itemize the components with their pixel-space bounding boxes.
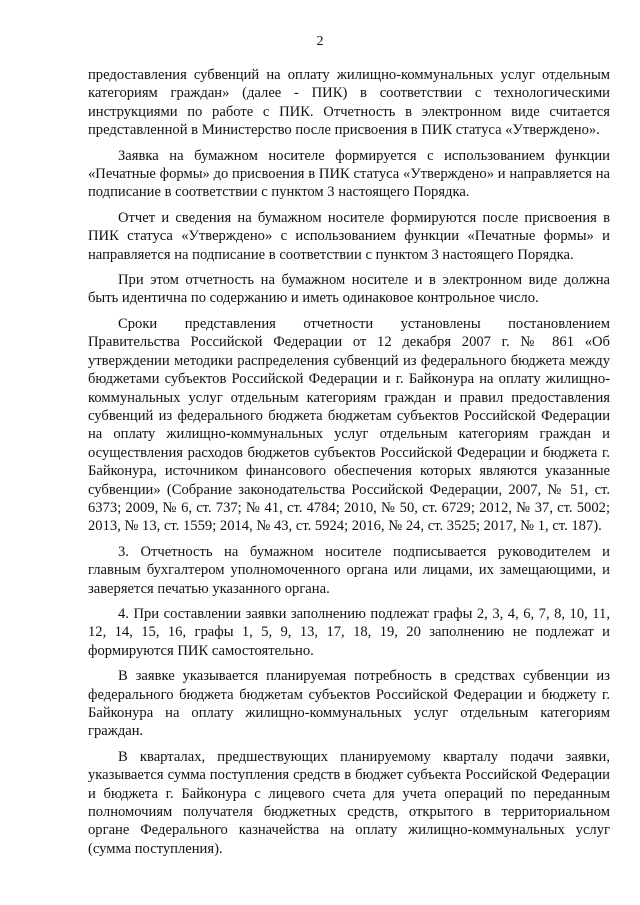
- paragraph: В кварталах, предшествующих планируемому кварталу подачи заявки, указывается сумма поступления средств в бюджет субъекта Российской Федерации и бюджета г. Байконура с лицевого счета для учета операций по переданным полномочиям получателя бюджетных средств, открытого в территориальном органе Федерального казначейства на оплату жилищно-коммунальных услуг (сумма поступления).: [88, 748, 610, 857]
- paragraph: предоставления субвенций на оплату жилищно-коммунальных услуг отдельным категориям граждан» (далее - ПИК) в соответствии с технологическими инструкциями по работе с ПИК. Отчетность в электронном виде считается представленной в Министерство после присвоения в ПИК статуса «Утверждено».: [88, 67, 610, 139]
- paragraph: Сроки представления отчетности установлены постановлением Правительства Российской Федерации от 12 декабря 2007 г. № 861 «Об утверждении методики распределения субвенций из федерального бюджета между бюджетами субъектов Российской Федерации и г. Байконура на оплату жилищно-коммунальных услуг отдельным категориям граждан и правил предоставления субвенций из федерального бюджета бюджетам субъектов Российской Федерации на оплату жилищно-коммунальных услуг отдельным категориям граждан и осуществления расходов бюджетов субъектов Российской Федерации и бюджета г. Байконура, источником финансового обеспечения которых являются указанные субвенции» (Собрание законодательства Российской Федерации, 2007, № 51, ст. 6373; 2009, № 6, ст. 737; № 41, ст. 4784; 2010, № 50, ст. 6729; 2012, № 37, ст. 5002; 2013, № 13, ст. 1559; 2014, № 43, ст. 5924; 2016, № 24, ст. 3525; 2017, № 1, ст. 187).: [88, 315, 610, 535]
- page-number: 2: [316, 34, 324, 49]
- paragraph: Отчет и сведения на бумажном носителе формируются после присвоения в ПИК статуса «Утверждено» с использованием функции «Печатные формы» и направляется на подписание в соответствии с пунктом 3 настоящего Порядка.: [88, 209, 610, 263]
- paragraph: 4. При составлении заявки заполнению подлежат графы 2, 3, 4, 6, 7, 8, 10, 11, 12, 14, 15, 16, графы 1, 5, 9, 13, 17, 18, 19, 20 заполнению не подлежат и формируются ПИК самостоятельно.: [88, 605, 610, 659]
- document-body: [88, 66, 610, 865]
- paragraph: 3. Отчетность на бумажном носителе подписывается руководителем и главным бухгалтером уполномоченного органа или лицами, их замещающими, и заверяется печатью указанного органа.: [88, 543, 610, 597]
- paragraph: В заявке указывается планируемая потребность в средствах субвенции из федерального бюджета бюджетам субъектов Российской Федерации и бюджету г. Байконура на оплату жилищно-коммунальных услуг отдельным категориям граждан.: [88, 668, 610, 740]
- paragraph: Заявка на бумажном носителе формируется с использованием функции «Печатные формы» до присвоения в ПИК статуса «Утверждено» и направляется на подписание в соответствии с пунктом 3 настоящего Порядка.: [88, 147, 610, 201]
- paragraph: При этом отчетность на бумажном носителе и в электронном виде должна быть идентична по содержанию и иметь одинаковое контрольное число.: [88, 272, 610, 307]
